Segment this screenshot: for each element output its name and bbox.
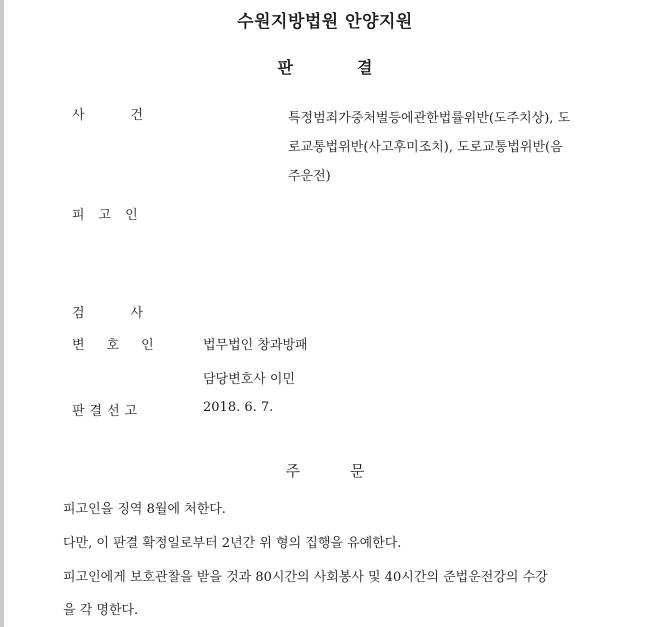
case-line: 주운전) <box>288 169 331 184</box>
ruling-line: 을 각 명한다. <box>63 603 139 618</box>
prosecutor-label: 검사 <box>72 306 190 321</box>
ruling-line: 피고인에게 보호관찰을 받을 것과 80시간의 사회봉사 및 40시간의 준법운전강의 수강 <box>63 570 548 585</box>
sentence-date: 2018. 6. 7. <box>203 400 274 415</box>
ruling-title: 주문 <box>285 462 415 480</box>
document-title: 판결 <box>277 58 437 77</box>
case-description <box>288 104 610 191</box>
page-left-edge <box>0 0 4 627</box>
attorney-label: 변호인 <box>72 338 176 353</box>
sentence-date-label: 판결선고 <box>72 404 143 419</box>
case-line: 로교통법위반(사고후미조치), 도로교통법위반(음 <box>288 140 563 155</box>
ruling-line: 다만, 이 판결 확정일로부터 2년간 위 형의 집행을 유예한다. <box>63 536 402 551</box>
attorney-lawyer: 담당변호사 이민 <box>203 372 296 387</box>
attorney-firm: 법무법인 창과방패 <box>203 338 308 353</box>
defendant-label: 피고인 <box>72 208 152 223</box>
case-label: 사건 <box>72 108 190 123</box>
case-line: 특정범죄가중처벌등에관한법률위반(도주치상), 도 <box>288 111 571 126</box>
court-name: 수원지방법원 안양지원 <box>237 12 413 32</box>
ruling-line: 피고인을 징역 8월에 처한다. <box>63 502 226 517</box>
